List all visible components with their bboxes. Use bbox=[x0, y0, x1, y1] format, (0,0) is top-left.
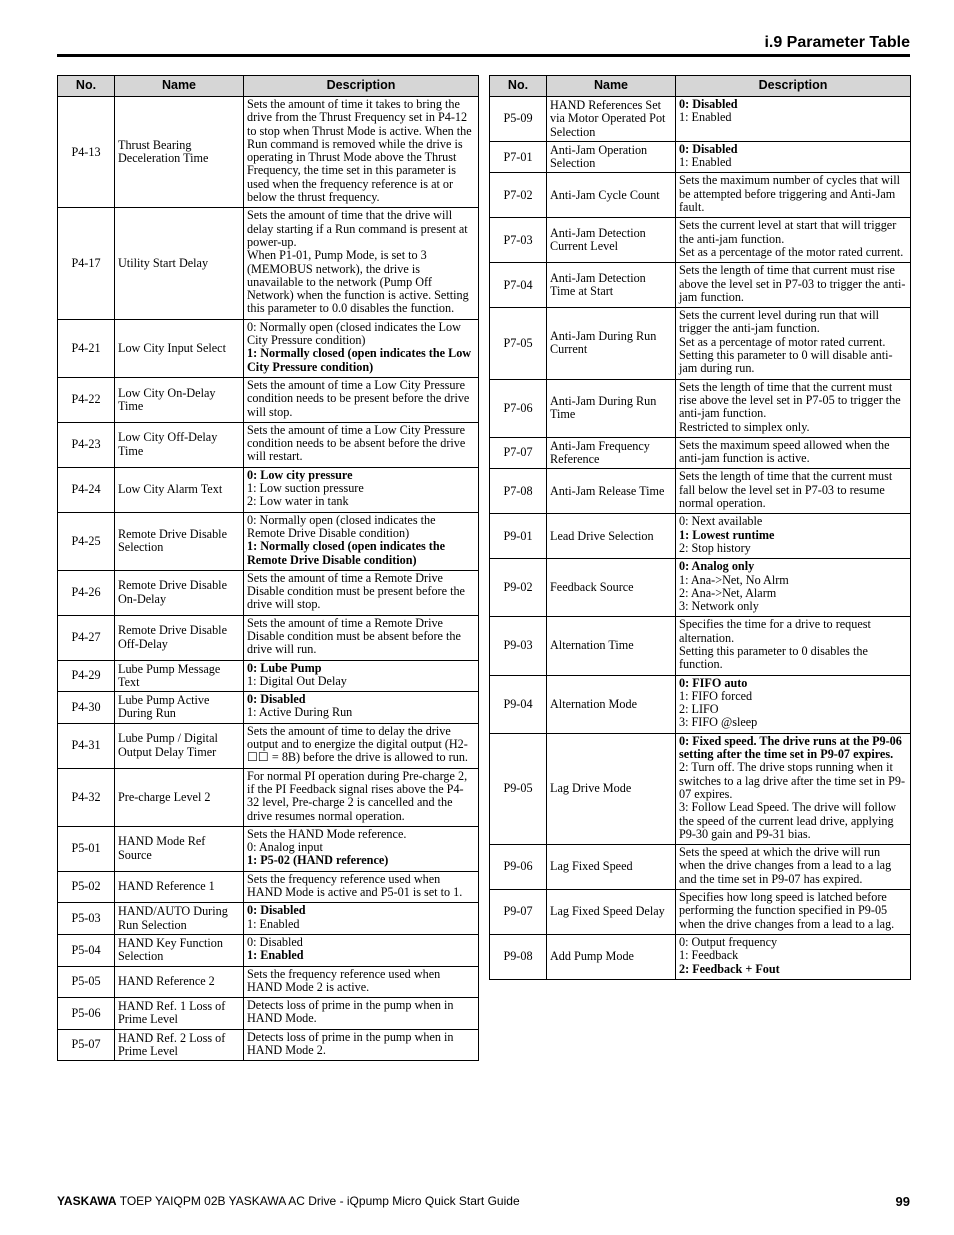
param-name: Low City On-Delay Time bbox=[115, 377, 244, 422]
col-header-name: Name bbox=[115, 76, 244, 97]
param-description bbox=[676, 263, 911, 308]
param-description bbox=[676, 437, 911, 469]
param-number: P4-27 bbox=[58, 615, 115, 660]
description-line: 2: Feedback + Fout bbox=[679, 961, 780, 976]
param-description bbox=[244, 422, 479, 467]
col-header-description: Description bbox=[676, 76, 911, 97]
param-number: P7-03 bbox=[490, 218, 547, 263]
description-line: 0: Lube Pump bbox=[247, 660, 322, 675]
param-name: Lube Pump / Digital Output Delay Timer bbox=[115, 723, 244, 768]
description-line: When P1-01, Pump Mode, is set to 3 (MEMOBUS network), the drive is unavailable to the network (Pump Off Network) when the function is active. Setting this parameter to 0.0 disables the function. bbox=[247, 248, 469, 316]
description-line: 0: Next available bbox=[679, 514, 763, 529]
description-line: Sets the amount of time a Low City Pressure condition needs to be present before the drive will stop. bbox=[247, 377, 470, 419]
table-body bbox=[490, 97, 911, 980]
param-number: P9-07 bbox=[490, 890, 547, 935]
param-description bbox=[244, 467, 479, 512]
param-description bbox=[244, 615, 479, 660]
description-line: Sets the current level at start that will trigger the anti-jam function. bbox=[679, 218, 897, 246]
table-row bbox=[490, 469, 911, 514]
description-line: Sets the amount of time a Remote Drive Disable condition must be absent before the drive will run. bbox=[247, 615, 461, 657]
description-line: Sets the amount of time to delay the drive output and to energize the digital output (H2-☐☐ = 8B) before the drive is allowed to run. bbox=[247, 723, 468, 765]
param-description bbox=[676, 617, 911, 675]
description-line: 0: Disabled bbox=[247, 903, 306, 918]
description-line: Detects loss of prime in the pump when in HAND Mode 2. bbox=[247, 1029, 454, 1057]
col-header-no: No. bbox=[58, 76, 115, 97]
table-row bbox=[490, 559, 911, 617]
description-line: 0: Fixed speed. The drive runs at the P9-06 setting after the time set in P9-07 expires. bbox=[679, 733, 902, 762]
footer-brand: YASKAWA bbox=[57, 1194, 117, 1208]
table-row bbox=[58, 871, 479, 903]
param-name: Add Pump Mode bbox=[547, 934, 676, 979]
description-line: 0: Low city pressure bbox=[247, 467, 353, 482]
table-row bbox=[490, 308, 911, 379]
table-row bbox=[490, 141, 911, 173]
section-title: i.9 Parameter Table bbox=[764, 34, 910, 51]
param-number: P4-17 bbox=[58, 208, 115, 319]
param-description bbox=[676, 141, 911, 173]
param-name: Anti-Jam Cycle Count bbox=[547, 173, 676, 218]
table-row bbox=[58, 768, 479, 826]
description-line: Sets the length of time that the current must rise above the level set in P7-05 to trigger the anti-jam function. bbox=[679, 379, 901, 421]
param-description bbox=[244, 692, 479, 724]
col-header-no: No. bbox=[490, 76, 547, 97]
table-row bbox=[58, 826, 479, 871]
table-row bbox=[58, 422, 479, 467]
table-row bbox=[490, 263, 911, 308]
param-number: P5-01 bbox=[58, 826, 115, 871]
param-description bbox=[676, 934, 911, 979]
param-number: P4-13 bbox=[58, 97, 115, 208]
description-line: 1: Enabled bbox=[247, 916, 300, 931]
param-number: P7-08 bbox=[490, 469, 547, 514]
param-description bbox=[244, 660, 479, 692]
table-body bbox=[58, 97, 479, 1061]
table-row bbox=[490, 675, 911, 733]
param-description bbox=[676, 97, 911, 142]
table-row bbox=[490, 437, 911, 469]
param-number: P4-23 bbox=[58, 422, 115, 467]
description-line: 1: Lowest runtime bbox=[679, 527, 775, 542]
description-line: 1: Enabled bbox=[679, 110, 732, 125]
description-line: 1: Enabled bbox=[247, 948, 304, 963]
param-name: Alternation Mode bbox=[547, 675, 676, 733]
param-name: Remote Drive Disable Selection bbox=[115, 512, 244, 570]
param-description bbox=[676, 514, 911, 559]
param-name: Anti-Jam Detection Time at Start bbox=[547, 263, 676, 308]
param-number: P4-31 bbox=[58, 723, 115, 768]
param-description bbox=[244, 998, 479, 1030]
description-line: Sets the speed at which the drive will run when the drive changes from a lead to a lag and the time set in P9-07 has expired. bbox=[679, 845, 892, 886]
param-name: HAND/AUTO During Run Selection bbox=[115, 903, 244, 935]
description-line: 1: Ana->Net, No Alrm bbox=[679, 572, 789, 587]
table-row bbox=[490, 934, 911, 979]
param-description bbox=[244, 723, 479, 768]
param-description bbox=[244, 97, 479, 208]
col-header-description: Description bbox=[244, 76, 479, 97]
table-row bbox=[58, 97, 479, 208]
table-row bbox=[490, 379, 911, 437]
table-row bbox=[58, 934, 479, 966]
description-line: 3: Follow Lead Speed. The drive will follow the speed of the current lead drive, applying P9-30 gain and P9-31 bias. bbox=[679, 800, 897, 841]
param-description bbox=[244, 208, 479, 319]
param-number: P5-09 bbox=[490, 97, 547, 142]
description-line: 3: Network only bbox=[679, 599, 759, 614]
description-line: Sets the maximum number of cycles that will be attempted before triggering and Anti-Jam fault. bbox=[679, 173, 901, 215]
param-description bbox=[676, 469, 911, 514]
param-name: Lag Fixed Speed Delay bbox=[547, 890, 676, 935]
param-number: P5-06 bbox=[58, 998, 115, 1030]
param-description bbox=[244, 570, 479, 615]
param-description bbox=[676, 218, 911, 263]
param-description bbox=[244, 377, 479, 422]
param-number: P4-21 bbox=[58, 319, 115, 377]
description-line: 0: Disabled bbox=[247, 934, 303, 949]
param-description bbox=[676, 559, 911, 617]
param-description bbox=[676, 675, 911, 733]
param-description bbox=[676, 173, 911, 218]
param-number: P9-08 bbox=[490, 934, 547, 979]
param-number: P5-05 bbox=[58, 966, 115, 998]
description-line: 0: FIFO auto bbox=[679, 675, 748, 690]
param-number: P9-02 bbox=[490, 559, 547, 617]
param-number: P4-24 bbox=[58, 467, 115, 512]
description-line: 1: FIFO forced bbox=[679, 688, 753, 703]
param-number: P7-04 bbox=[490, 263, 547, 308]
table-row bbox=[58, 377, 479, 422]
description-line: Sets the frequency reference used when HAND Mode is active and P5-01 is set to 1. bbox=[247, 871, 463, 900]
table-row bbox=[490, 617, 911, 675]
param-number: P7-02 bbox=[490, 173, 547, 218]
description-line: 0: Analog input bbox=[247, 840, 323, 855]
param-name: HAND Reference 1 bbox=[115, 871, 244, 903]
description-line: Specifies the time for a drive to request alternation. bbox=[679, 617, 871, 645]
param-name: Utility Start Delay bbox=[115, 208, 244, 319]
param-description bbox=[244, 768, 479, 826]
table-row bbox=[490, 97, 911, 142]
description-line: 1: Normally closed (open indicates the Remote Drive Disable condition) bbox=[247, 539, 446, 567]
param-name: HAND Mode Ref Source bbox=[115, 826, 244, 871]
col-header-name: Name bbox=[547, 76, 676, 97]
param-description bbox=[244, 966, 479, 998]
description-line: 0: Disabled bbox=[679, 141, 738, 156]
table-row bbox=[490, 890, 911, 935]
param-name: Remote Drive Disable Off-Delay bbox=[115, 615, 244, 660]
description-line: Specifies how long speed is latched before performing the function specified in P9-05 when the drive changes from a lead to a lag. bbox=[679, 890, 895, 931]
description-line: Sets the amount of time a Low City Pressure condition needs to be absent before the drive will restart. bbox=[247, 422, 466, 464]
param-number: P7-06 bbox=[490, 379, 547, 437]
description-line: 1: Normally closed (open indicates the Low City Pressure condition) bbox=[247, 346, 472, 374]
description-line: Sets the length of time that current must rise above the level set in P7-03 to trigger the anti-jam function. bbox=[679, 263, 906, 304]
param-number: P9-03 bbox=[490, 617, 547, 675]
parameter-table-right bbox=[489, 75, 911, 980]
description-line: Sets the length of time that the current must fall below the level set in P7-03 to resume normal operation. bbox=[679, 469, 893, 511]
param-name: Lag Drive Mode bbox=[547, 733, 676, 844]
param-name: Lag Fixed Speed bbox=[547, 845, 676, 890]
param-number: P7-07 bbox=[490, 437, 547, 469]
param-description bbox=[676, 308, 911, 379]
description-line: Sets the HAND Mode reference. bbox=[247, 826, 407, 841]
description-line: Sets the frequency reference used when HAND Mode 2 is active. bbox=[247, 966, 441, 994]
description-line: 0: Normally open (closed indicates the Remote Drive Disable condition) bbox=[247, 512, 436, 540]
param-name: Lube Pump Active During Run bbox=[115, 692, 244, 724]
param-number: P5-02 bbox=[58, 871, 115, 903]
table-row bbox=[490, 218, 911, 263]
table-row bbox=[58, 966, 479, 998]
param-name: HAND References Set via Motor Operated Pot Selection bbox=[547, 97, 676, 142]
param-description bbox=[244, 319, 479, 377]
description-line: 1: Active During Run bbox=[247, 705, 353, 720]
description-line: 0: Disabled bbox=[247, 692, 306, 707]
param-name: Anti-Jam During Run Current bbox=[547, 308, 676, 379]
description-line: Sets the amount of time a Remote Drive Disable condition must be present before the drive will stop. bbox=[247, 570, 465, 612]
description-line: Sets the maximum speed allowed when the anti-jam function is active. bbox=[679, 437, 890, 466]
param-number: P4-29 bbox=[58, 660, 115, 692]
description-line: Sets the amount of time it takes to bring the drive from the Thrust Frequency set in P4-12 to stop when Thrust Mode is active. When the Run command is removed while the drive is operating in Thrust Mode above the Thrust Frequency, the time set in this parameter is used when the frequency reference is at or below the thrust frequency. bbox=[247, 97, 472, 205]
description-line: Set as a percentage of the motor rated current. bbox=[679, 244, 904, 259]
param-name: Anti-Jam Release Time bbox=[547, 469, 676, 514]
param-description bbox=[244, 871, 479, 903]
table-row bbox=[58, 319, 479, 377]
param-name: Anti-Jam During Run Time bbox=[547, 379, 676, 437]
param-description bbox=[676, 890, 911, 935]
parameter-table-left bbox=[57, 75, 479, 1061]
param-number: P9-06 bbox=[490, 845, 547, 890]
param-name: Thrust Bearing Deceleration Time bbox=[115, 97, 244, 208]
table-row bbox=[490, 173, 911, 218]
footer-doc-title: TOEP YAIQPM 02B YASKAWA AC Drive - iQpump Micro Quick Start Guide bbox=[119, 1194, 520, 1208]
param-name: Alternation Time bbox=[547, 617, 676, 675]
description-line: 1: Low suction pressure bbox=[247, 481, 364, 496]
table-row bbox=[58, 615, 479, 660]
param-name: Anti-Jam Detection Current Level bbox=[547, 218, 676, 263]
table-row bbox=[490, 845, 911, 890]
param-name: HAND Key Function Selection bbox=[115, 934, 244, 966]
description-line: 2: Stop history bbox=[679, 540, 751, 555]
param-name: HAND Reference 2 bbox=[115, 966, 244, 998]
param-description bbox=[244, 903, 479, 935]
description-line: Set as a percentage of motor rated current. Setting this parameter to 0 will disable anti-jam during run. bbox=[679, 334, 893, 376]
description-line: Setting this parameter to 0 disables the function. bbox=[679, 643, 868, 672]
param-name: Anti-Jam Frequency Reference bbox=[547, 437, 676, 469]
table-row bbox=[58, 1029, 479, 1061]
param-name: Pre-charge Level 2 bbox=[115, 768, 244, 826]
param-number: P4-26 bbox=[58, 570, 115, 615]
description-line: 2: Ana->Net, Alarm bbox=[679, 585, 777, 600]
param-number: P9-01 bbox=[490, 514, 547, 559]
table-row bbox=[58, 723, 479, 768]
page-number: 99 bbox=[895, 1194, 910, 1209]
page-header bbox=[57, 32, 910, 57]
description-line: Detects loss of prime in the pump when in HAND Mode. bbox=[247, 998, 454, 1026]
table-header-row bbox=[58, 76, 479, 97]
param-name: HAND Ref. 2 Loss of Prime Level bbox=[115, 1029, 244, 1061]
description-line: 0: Normally open (closed indicates the Low City Pressure condition) bbox=[247, 319, 461, 348]
table-row bbox=[58, 998, 479, 1030]
table-row bbox=[58, 512, 479, 570]
description-line: 2: Turn off. The drive stops running when it switches to a lag drive after the time set in P9-07 expires. bbox=[679, 760, 906, 801]
param-name: Lead Drive Selection bbox=[547, 514, 676, 559]
description-line: 1: Feedback bbox=[679, 948, 739, 963]
param-name: Feedback Source bbox=[547, 559, 676, 617]
param-description bbox=[676, 379, 911, 437]
param-name: Low City Alarm Text bbox=[115, 467, 244, 512]
param-name: Low City Input Select bbox=[115, 319, 244, 377]
table-row bbox=[58, 692, 479, 724]
param-name: Anti-Jam Operation Selection bbox=[547, 141, 676, 173]
param-name: Remote Drive Disable On-Delay bbox=[115, 570, 244, 615]
page-footer bbox=[57, 1194, 910, 1208]
table-row bbox=[490, 733, 911, 844]
param-number: P4-25 bbox=[58, 512, 115, 570]
description-line: 2: Low water in tank bbox=[247, 494, 349, 509]
table-row bbox=[490, 514, 911, 559]
param-description bbox=[244, 934, 479, 966]
description-line: Restricted to simplex only. bbox=[679, 419, 810, 434]
table-row bbox=[58, 660, 479, 692]
description-line: 0: Output frequency bbox=[679, 934, 778, 949]
param-number: P4-32 bbox=[58, 768, 115, 826]
param-number: P4-22 bbox=[58, 377, 115, 422]
description-line: 0: Disabled bbox=[679, 97, 738, 111]
table-row bbox=[58, 208, 479, 319]
param-description bbox=[676, 733, 911, 844]
param-number: P9-04 bbox=[490, 675, 547, 733]
param-number: P5-03 bbox=[58, 903, 115, 935]
description-line: 0: Analog only bbox=[679, 559, 755, 574]
param-number: P5-04 bbox=[58, 934, 115, 966]
description-line: 1: P5-02 (HAND reference) bbox=[247, 853, 389, 868]
param-description bbox=[244, 826, 479, 871]
description-line: Sets the amount of time that the drive will delay starting if a Run command is present at power-up. bbox=[247, 208, 468, 249]
description-line: 1: Digital Out Delay bbox=[247, 673, 347, 688]
table-row bbox=[58, 903, 479, 935]
param-number: P5-07 bbox=[58, 1029, 115, 1061]
param-name: Lube Pump Message Text bbox=[115, 660, 244, 692]
param-number: P7-05 bbox=[490, 308, 547, 379]
param-number: P4-30 bbox=[58, 692, 115, 724]
param-description bbox=[244, 1029, 479, 1061]
table-header-row bbox=[490, 76, 911, 97]
param-name: Low City Off-Delay Time bbox=[115, 422, 244, 467]
description-line: 1: Enabled bbox=[679, 155, 732, 170]
param-description bbox=[676, 845, 911, 890]
description-line: For normal PI operation during Pre-charge 2, if the PI Feedback signal rises above the P4-32 level, Pre-charge 2 is cancelled and the drive resumes normal operation. bbox=[247, 768, 468, 823]
description-line: 2: LIFO bbox=[679, 702, 719, 717]
description-line: Sets the current level during run that will trigger the anti-jam function. bbox=[679, 308, 880, 336]
param-name: HAND Ref. 1 Loss of Prime Level bbox=[115, 998, 244, 1030]
description-line: 3: FIFO @sleep bbox=[679, 715, 758, 730]
param-number: P7-01 bbox=[490, 141, 547, 173]
table-row bbox=[58, 570, 479, 615]
param-description bbox=[244, 512, 479, 570]
param-number: P9-05 bbox=[490, 733, 547, 844]
table-row bbox=[58, 467, 479, 512]
